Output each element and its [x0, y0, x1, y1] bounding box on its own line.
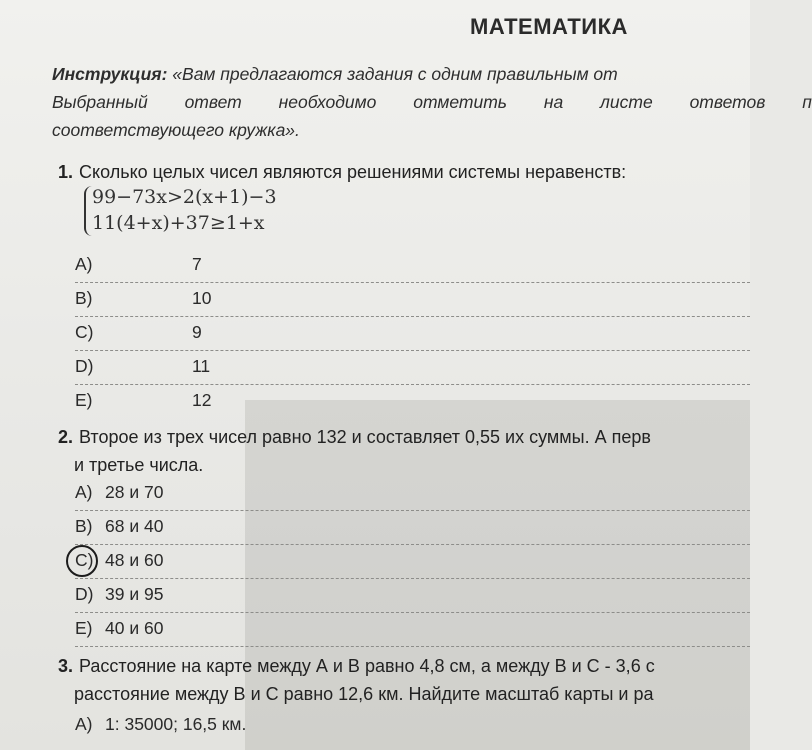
option-key: C)	[75, 550, 94, 570]
q2-option-d[interactable]	[75, 580, 750, 613]
q1-option-c[interactable]	[75, 318, 750, 351]
question-3-line-2: расстояние между В и С равно 12,6 км. Найдите масштаб карты и ра	[74, 684, 654, 704]
q2-option-b[interactable]	[75, 512, 750, 545]
instruction-line-1: «Вам предлагаются задания с одним правильным от	[172, 64, 618, 84]
option-value: 28 и 70	[105, 482, 164, 502]
q1-option-d[interactable]	[75, 352, 750, 385]
option-key: C)	[75, 322, 94, 342]
question-2-number: 2.	[58, 427, 74, 447]
q2-option-e[interactable]	[75, 614, 750, 647]
question-1	[58, 162, 626, 183]
option-value: 7	[192, 254, 202, 274]
q2-option-a[interactable]	[75, 478, 750, 511]
q1-option-b[interactable]	[75, 284, 750, 317]
option-value: 10	[192, 288, 212, 308]
instruction-line-2: Выбранный ответ необходимо отметить на листе ответов п	[52, 92, 812, 112]
option-value: 1: 35000; 16,5 км.	[105, 714, 247, 734]
instruction-label: Инструкция:	[52, 64, 168, 84]
option-key: A)	[75, 254, 93, 274]
option-value: 11	[192, 356, 211, 376]
option-key: B)	[75, 288, 93, 308]
question-3	[58, 656, 655, 677]
option-value: 48 и 60	[105, 550, 164, 570]
option-key: D)	[75, 584, 94, 604]
option-key: D)	[75, 356, 94, 376]
q3-option-a[interactable]	[75, 710, 750, 742]
option-key: E)	[75, 390, 93, 410]
question-2-line-2: и третье числа.	[74, 455, 204, 475]
q1-option-a[interactable]	[75, 250, 750, 283]
selected-answer-circle	[66, 545, 98, 577]
option-key: A)	[75, 714, 93, 734]
system-brace	[84, 186, 92, 236]
q2-option-c[interactable]	[75, 546, 750, 579]
option-key: A)	[75, 482, 93, 502]
page-title: МАТЕМАТИКА	[470, 14, 628, 39]
question-2	[58, 427, 651, 448]
question-3-number: 3.	[58, 656, 74, 676]
instruction-block	[52, 60, 812, 144]
instruction-line-3: соответствующего кружка».	[52, 120, 300, 140]
option-value: 39 и 95	[105, 584, 164, 604]
inequality-system	[84, 184, 277, 236]
inequality-1: 99−73x>2(x+1)−3	[92, 186, 277, 208]
question-2-line-1: Второе из трех чисел равно 132 и составляет 0,55 их суммы. А перв	[79, 427, 651, 447]
option-value: 68 и 40	[105, 516, 164, 536]
question-1-number: 1.	[58, 162, 74, 182]
question-1-text: Сколько целых чисел являются решениями системы неравенств:	[79, 162, 627, 182]
option-value: 40 и 60	[105, 618, 164, 638]
option-key: B)	[75, 516, 93, 536]
q1-option-e[interactable]	[75, 386, 750, 418]
inequality-2: 11(4+x)+37≥1+x	[92, 212, 265, 234]
question-3-line-1: Расстояние на карте между А и В равно 4,8 см, а между В и С - 3,6 с	[79, 656, 655, 676]
option-key: E)	[75, 618, 93, 638]
option-value: 9	[192, 322, 202, 342]
option-value: 12	[192, 390, 212, 410]
